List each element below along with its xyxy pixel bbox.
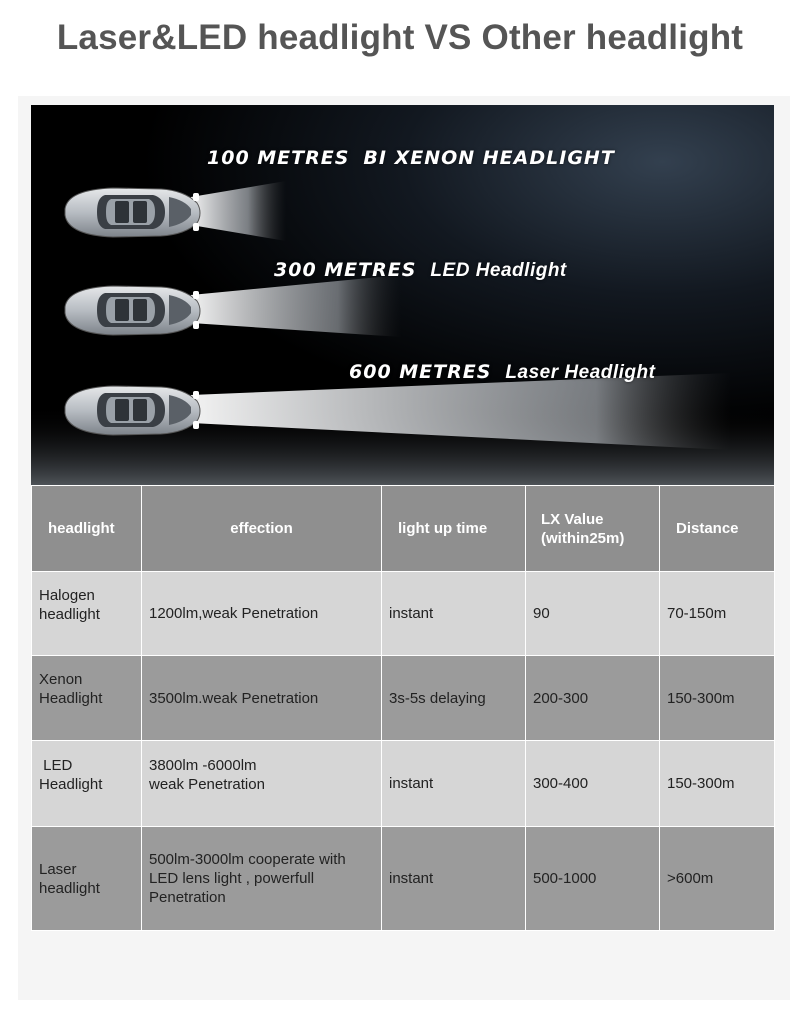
effection-cell: 3500lm.weak Penetration <box>142 656 382 741</box>
distance-label: 300 METRES <box>274 259 417 281</box>
column-header: effection <box>142 486 382 572</box>
column-header: LX Value (within25m) <box>526 486 660 572</box>
light-up-time-cell: instant <box>382 827 526 931</box>
headlight-cell <box>32 741 142 827</box>
cell-text: Halogen headlight <box>39 586 100 623</box>
column-header: headlight <box>32 486 142 572</box>
lx-value-cell: 200-300 <box>526 656 660 741</box>
banner-label-led <box>274 259 567 282</box>
table-row <box>32 572 775 656</box>
cell-text: LED Headlight <box>39 756 103 793</box>
table-row <box>32 741 775 827</box>
effection-cell: 500lm-3000lm cooperate with LED lens light , powerfull Penetration <box>142 827 382 931</box>
column-header: Distance <box>660 486 775 572</box>
distance-cell: 150-300m <box>660 741 775 827</box>
column-header: light up time <box>382 486 526 572</box>
distance-cell: 150-300m <box>660 656 775 741</box>
distance-label: 100 METRES <box>207 147 350 169</box>
headlight-type-label: Laser Headlight <box>505 362 656 383</box>
lx-value-cell: 90 <box>526 572 660 656</box>
distance-cell: 70-150m <box>660 572 775 656</box>
light-up-time-cell: instant <box>382 741 526 827</box>
distance-cell: >600m <box>660 827 775 931</box>
lx-value-cell: 300-400 <box>526 741 660 827</box>
banner-label-laser <box>349 361 655 384</box>
headlight-comparison-banner <box>31 105 774 485</box>
cell-text: 3800lm -6000lm weak Penetration <box>149 756 265 793</box>
page-title: Laser&LED headlight VS Other headlight <box>56 18 744 57</box>
headlight-cell <box>32 656 142 741</box>
table-row <box>32 827 775 931</box>
headlight-type-label: BI XENON HEADLIGHT <box>363 147 615 169</box>
headlight-cell: Laser headlight <box>32 827 142 931</box>
comparison-table <box>31 485 775 931</box>
cell-text: Xenon Headlight <box>39 671 103 707</box>
lx-value-cell: 500-1000 <box>526 827 660 931</box>
headlight-type-label: LED Headlight <box>430 260 567 281</box>
light-up-time-cell: instant <box>382 572 526 656</box>
banner-label-xenon <box>207 147 615 169</box>
light-up-time-cell: 3s-5s delaying <box>382 656 526 741</box>
table-header-row <box>32 486 775 572</box>
effection-cell <box>142 741 382 827</box>
effection-cell: 1200lm,weak Penetration <box>142 572 382 656</box>
table-row <box>32 656 775 741</box>
distance-label: 600 METRES <box>349 361 492 383</box>
headlight-cell <box>32 572 142 656</box>
